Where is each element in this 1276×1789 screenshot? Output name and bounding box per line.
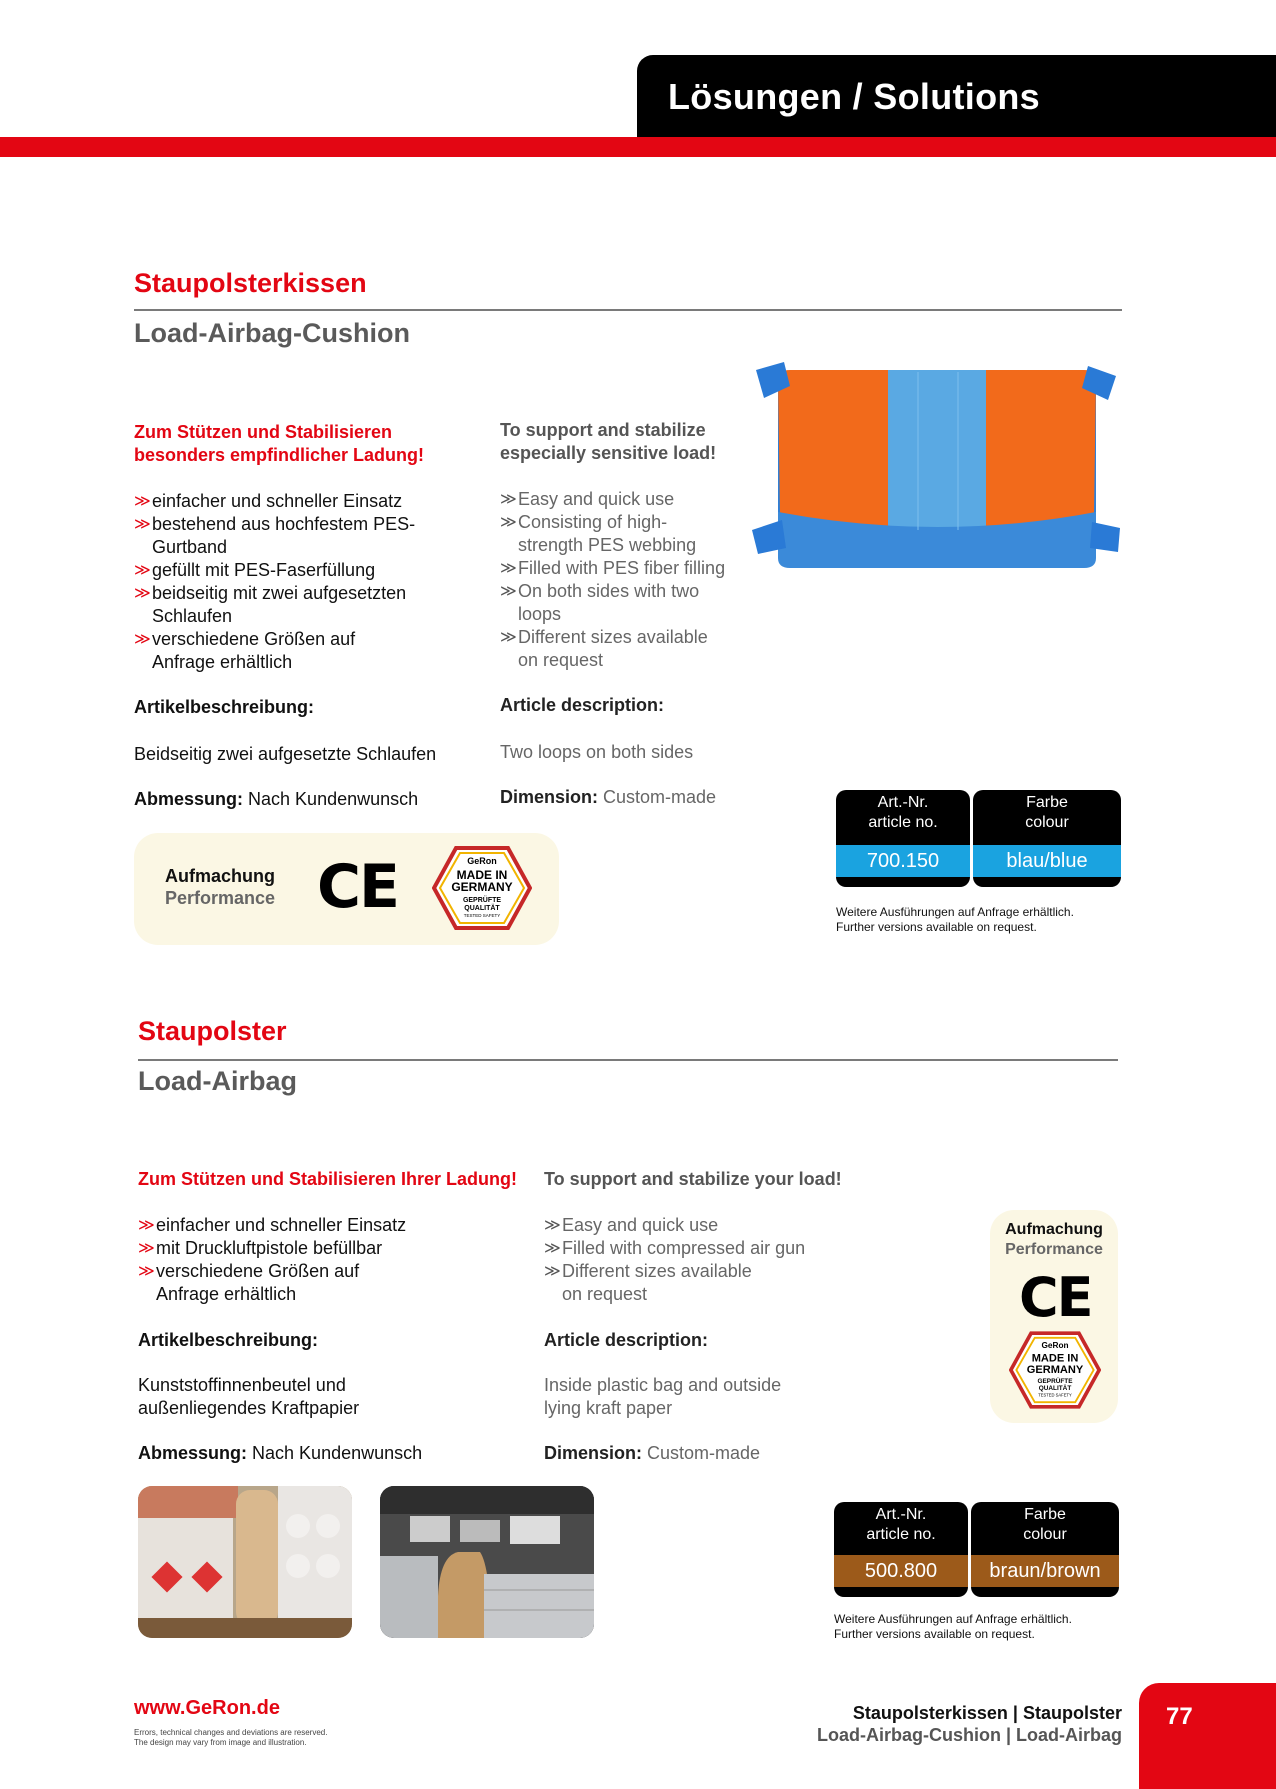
list-item: ≫ Easy and quick use — [500, 489, 675, 509]
section2-performance-label: Aufmachung Performance — [1005, 1221, 1103, 1258]
list-item: ≫ beidseitig mit zwei aufgesetzten Schlaufen — [134, 583, 407, 626]
footer-section-titles: Staupolsterkissen | Staupolster Load-Airbag-Cushion | Load-Airbag — [816, 1703, 1122, 1745]
article-no-footer — [836, 877, 970, 887]
section2-article-desc-label-en: Article description: — [544, 1330, 709, 1350]
page-number: 77 — [1166, 1703, 1193, 1730]
colour-footer — [971, 1587, 1119, 1597]
cargo-photo-1-illustration — [138, 1486, 352, 1638]
section2-colour-column — [971, 1502, 1119, 1597]
colour-value: blau/blue — [973, 845, 1121, 877]
colour-footer — [973, 877, 1121, 887]
list-item: ≫ Consisting of high- strength PES webbing — [500, 512, 697, 555]
section1-note: Weitere Ausführungen auf Anfrage erhältlich. Further versions available on request. — [836, 905, 1074, 934]
article-no-header: Art.-Nr. article no. — [834, 1502, 968, 1555]
section1-article-no-column — [836, 790, 970, 887]
section2-dimension-en: Dimension: Custom-made — [544, 1443, 761, 1463]
section2-divider — [138, 1059, 1118, 1061]
website-link[interactable]: www.GeRon.de — [134, 1697, 280, 1719]
svg-text:GeRon: GeRon — [1041, 1340, 1069, 1350]
section1-dimension-en: Dimension: Custom-made — [500, 787, 717, 807]
section1-divider — [134, 309, 1122, 311]
section2-lead-en: To support and stabilize your load! — [544, 1169, 842, 1189]
page-title: Lösungen / Solutions — [668, 76, 1040, 117]
article-no-header: Art.-Nr. article no. — [836, 790, 970, 845]
made-in-germany-badge-icon — [1009, 1330, 1101, 1410]
section2-title-de: Staupolster — [138, 1016, 287, 1046]
cargo-photo-2-illustration — [380, 1486, 594, 1638]
section1-article-desc-de: Beidseitig zwei aufgesetzte Schlaufen — [134, 744, 437, 764]
section1-bullets-en — [500, 488, 750, 672]
section1-title-en: Load-Airbag-Cushion — [134, 318, 410, 348]
list-item: ≫ Filled with compressed air gun — [544, 1238, 806, 1258]
colour-header: Farbe colour — [973, 790, 1121, 845]
ce-mark-icon: CE — [317, 852, 399, 922]
colour-value: braun/brown — [971, 1555, 1119, 1587]
svg-text:GeRon: GeRon — [467, 856, 497, 866]
svg-text:GERMANY: GERMANY — [1026, 1363, 1084, 1376]
section2-article-no-column — [834, 1502, 968, 1597]
svg-text:TESTED SAFETY: TESTED SAFETY — [1038, 1392, 1072, 1398]
section1-article-desc-en: Two loops on both sides — [500, 742, 694, 762]
cargo-photo-2 — [380, 1486, 594, 1638]
article-no-footer — [834, 1587, 968, 1597]
section2-lead-de: Zum Stützen und Stabilisieren Ihrer Ladung! — [138, 1169, 518, 1189]
made-in-germany-badge-icon — [432, 846, 532, 930]
section2-dimension-de: Abmessung: Nach Kundenwunsch — [138, 1443, 423, 1463]
list-item: ≫ einfacher und schneller Einsatz — [138, 1215, 407, 1235]
list-item: ≫ verschiedene Größen auf Anfrage erhältlich — [134, 629, 356, 672]
section2-note: Weitere Ausführungen auf Anfrage erhältlich. Further versions available on request. — [834, 1612, 1072, 1641]
section1-colour-column — [973, 790, 1121, 887]
list-item: ≫ bestehend aus hochfestem PES- Gurtband — [134, 514, 416, 557]
list-item: ≫ On both sides with two loops — [500, 581, 700, 624]
svg-text:GEPRÜFTE: GEPRÜFTE — [462, 897, 502, 904]
section2-bullets-de — [138, 1214, 508, 1306]
header-red-bar — [0, 137, 1276, 157]
section2-bullets-en — [544, 1214, 864, 1306]
section1-lead-en: To support and stabilize especially sensitive load! — [500, 420, 717, 463]
section1-performance-label: Aufmachung Performance — [165, 866, 276, 908]
list-item: ≫ verschiedene Größen auf Anfrage erhältlich — [138, 1261, 360, 1304]
svg-text:QUALITÄT: QUALITÄT — [464, 905, 500, 912]
colour-header: Farbe colour — [971, 1502, 1119, 1555]
list-item: ≫ gefüllt mit PES-Faserfüllung — [134, 560, 376, 580]
ce-mark-icon: CE — [1019, 1266, 1092, 1329]
section1-bullets-de — [134, 490, 464, 674]
section1-title-de: Staupolsterkissen — [134, 268, 367, 298]
section2-article-desc-label-de: Artikelbeschreibung: — [138, 1330, 319, 1350]
list-item: ≫ Easy and quick use — [544, 1215, 719, 1235]
svg-text:GERMANY: GERMANY — [451, 880, 513, 894]
list-item: ≫ einfacher und schneller Einsatz — [134, 491, 403, 511]
article-no-value: 700.150 — [836, 845, 970, 877]
page-number-box — [1139, 1683, 1276, 1789]
section1-dimension-de: Abmessung: Nach Kundenwunsch — [134, 789, 419, 809]
section2-article-desc-de: Kunststoffinnenbeutel und außenliegendes Kraftpapier — [138, 1375, 360, 1418]
list-item: ≫ Filled with PES fiber filling — [500, 558, 726, 578]
list-item: ≫ Different sizes available on request — [500, 627, 708, 670]
section2-title-en: Load-Airbag — [138, 1066, 297, 1096]
section1-lead-de: Zum Stützen und Stabilisieren besonders empfindlicher Ladung! — [134, 422, 425, 465]
svg-text:GEPRÜFTE: GEPRÜFTE — [1037, 1377, 1073, 1385]
airbag-cushion-image — [748, 362, 1126, 580]
svg-text:MADE IN: MADE IN — [1031, 1352, 1079, 1365]
article-no-value: 500.800 — [834, 1555, 968, 1587]
list-item: ≫ Different sizes available on request — [544, 1261, 752, 1304]
footer-disclaimer: Errors, technical changes and deviations are reserved. The design may vary from image and illustration. — [134, 1728, 328, 1747]
svg-text:TESTED SAFETY: TESTED SAFETY — [463, 913, 501, 918]
svg-text:MADE IN: MADE IN — [456, 868, 508, 882]
cargo-photo-1 — [138, 1486, 352, 1638]
svg-text:QUALITÄT: QUALITÄT — [1038, 1385, 1072, 1393]
section1-article-desc-label-de: Artikelbeschreibung: — [134, 697, 315, 717]
section1-article-desc-label-en: Article description: — [500, 695, 665, 715]
section2-article-desc-en: Inside plastic bag and outside lying kraft paper — [544, 1375, 782, 1418]
list-item: ≫ mit Druckluftpistole befüllbar — [138, 1238, 383, 1258]
